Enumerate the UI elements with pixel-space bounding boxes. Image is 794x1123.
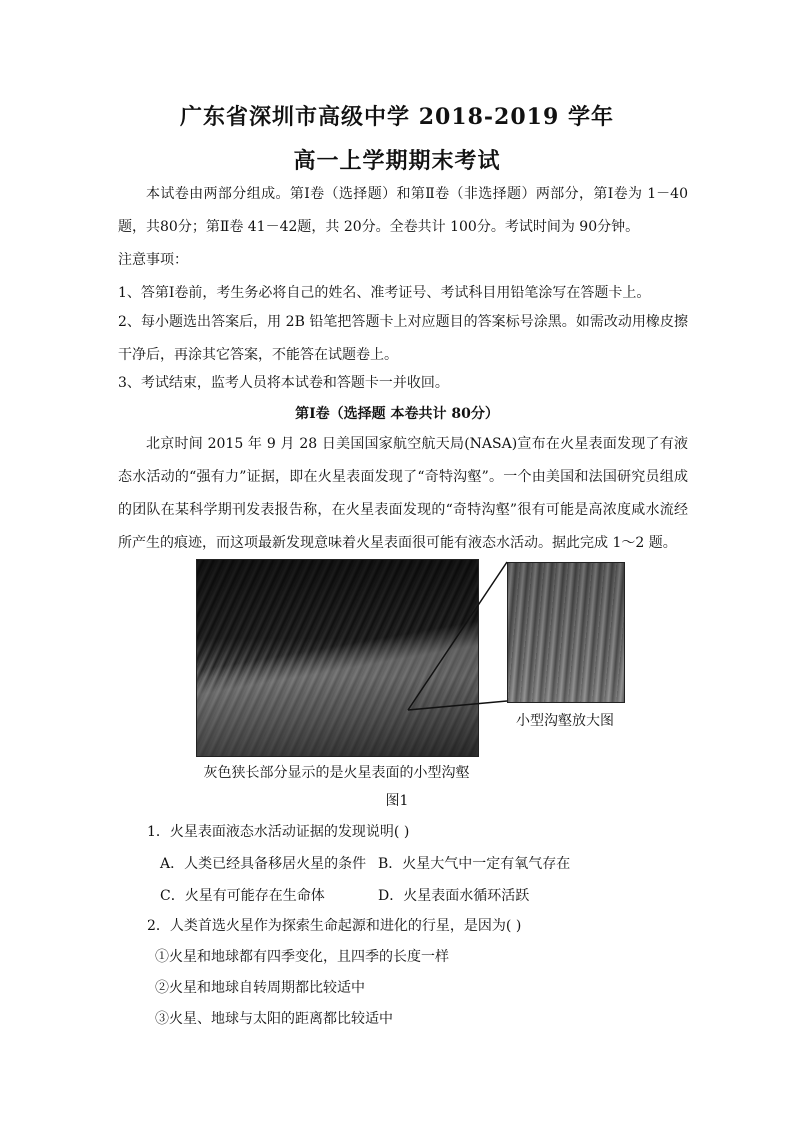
notice-item: 1、答第Ⅰ卷前，考生务必将自己的姓名、准考证号、考试科目用铅笔涂写在答题卡上。 [118, 285, 651, 301]
figure-caption: 灰色狭长部分显示的是火星表面的小型沟壑 [203, 765, 470, 781]
figure-label: 图1 [385, 793, 409, 809]
question-stem: 2．人类首选火星作为探索生命起源和进化的行星，是因为( ) [147, 918, 522, 934]
question-stem: 1．火星表面液态水活动证据的发现说明( ) [147, 824, 410, 840]
question-statement: ①火星和地球都有四季变化，且四季的长度一样 [155, 949, 449, 965]
notice-heading: 注意事项： [118, 252, 188, 268]
page-title: 广东省深圳市高级中学 2018-2019 学年 [180, 104, 614, 130]
question-option: A．人类已经具备移居火星的条件 [160, 856, 367, 872]
intro-paragraph: 本试卷由两部分组成。第Ⅰ卷（选择题）和第Ⅱ卷（非选择题）两部分，第Ⅰ卷为 1－40题，共80分；第Ⅱ卷 41－42题，共 20分。全卷共计 100分。考试时间为 90分钟。 [118, 186, 688, 235]
notice-item: 2、每小题选出答案后，用 2B 铅笔把答题卡上对应题目的答案标号涂黑。如需改动用橡皮擦干净后，再涂其它答案，不能答在试题卷上。 [118, 314, 688, 363]
question-statement: ②火星和地球自转周期都比较适中 [155, 980, 365, 996]
question-option: C．火星有可能存在生命体 [160, 888, 325, 904]
question-statement: ③火星、地球与太阳的距离都比较适中 [155, 1011, 393, 1027]
passage: 北京时间 2015 年 9 月 28 日美国国家航空航天局(NASA)宣布在火星表面发现了有液态水活动的“强有力”证据，即在火星表面发现了“奇特沟壑”。一个由美国和法国研究员组成的团队在某科学期刊发表报告称，在火星表面发现的“奇特沟壑”很有可能是高浓度咸水流经所产生的痕迹，而这项最新发现意味着火星表面很可能有液态水活动。据此完成 1～2 题。 [118, 436, 688, 551]
gully-closeup-photo [507, 562, 625, 703]
notice-item: 3、考试结束，监考人员将本试卷和答题卡一并收回。 [118, 375, 449, 391]
section-heading: 第Ⅰ卷（选择题 本卷共计 80分） [295, 406, 499, 422]
question-option: B．火星大气中一定有氧气存在 [378, 856, 571, 872]
question-option: D．火星表面水循环活跃 [378, 888, 530, 904]
page-subtitle: 高一上学期期末考试 [293, 148, 501, 174]
inset-caption: 小型沟壑放大图 [516, 713, 614, 729]
